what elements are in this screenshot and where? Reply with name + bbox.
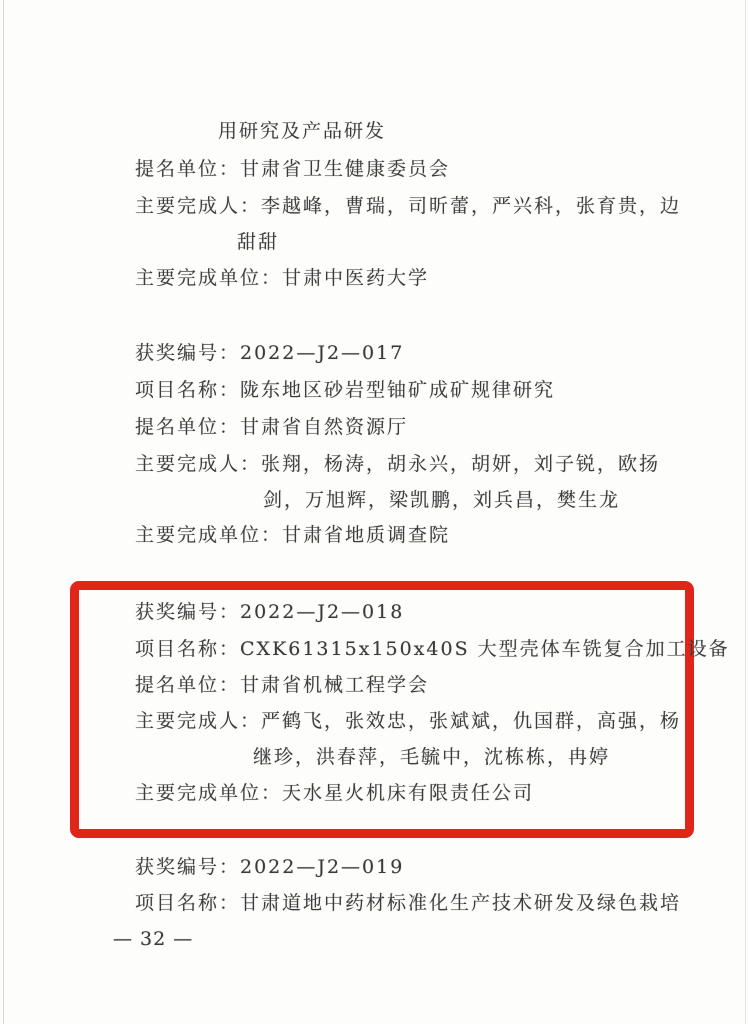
entry0-organization: 主要完成单位：甘肃中医药大学	[135, 267, 430, 289]
entry0-contributors-line2: 甜甜	[237, 231, 280, 253]
entry1-contributors-line2: 剑，万旭辉，梁凯鹏，刘兵昌，樊生龙	[263, 489, 621, 511]
entry2-contributors-line1: 主要完成人：严鹤飞，张效忠，张斌斌，仇国群，高强，杨	[135, 710, 682, 732]
entry1-contributors-line1: 主要完成人：张翔，杨涛，胡永兴，胡妍，刘子锐，欧扬	[135, 453, 661, 475]
entry0-nominator: 提名单位：甘肃省卫生健康委员会	[135, 158, 451, 180]
entry2-project-name: 项目名称：CXK61315x150x40S 大型壳体车铣复合加工设备	[135, 638, 730, 660]
entry2-contributors-line2: 继珍，洪春萍，毛毓中，沈栋栋，冉婷	[253, 746, 611, 768]
entry2-award-number: 获奖编号：2022—J2—018	[135, 601, 405, 623]
entry2-nominator: 提名单位：甘肃省机械工程学会	[135, 674, 430, 696]
entry1-organization: 主要完成单位：甘肃省地质调查院	[135, 524, 451, 546]
entry1-nominator: 提名单位：甘肃省自然资源厅	[135, 416, 409, 438]
entry1-project-name: 项目名称：陇东地区砂岩型铀矿成矿规律研究	[135, 379, 556, 401]
entry3-award-number: 获奖编号：2022—J2—019	[135, 856, 405, 878]
entry2-organization: 主要完成单位：天水星火机床有限责任公司	[135, 782, 535, 804]
page-left-edge-line	[3, 0, 4, 1024]
entry1-award-number: 获奖编号：2022—J2—017	[135, 342, 405, 364]
page-number: — 32 —	[113, 928, 194, 950]
page-right-edge-line	[745, 0, 746, 1024]
entry3-project-name: 项目名称：甘肃道地中药材标准化生产技术研发及绿色栽培	[135, 892, 682, 914]
entry0-title-continuation: 用研究及产品研发	[218, 120, 387, 142]
entry0-contributors-line1: 主要完成人：李越峰，曹瑞，司昕蕾，严兴科，张育贵，边	[135, 195, 682, 217]
